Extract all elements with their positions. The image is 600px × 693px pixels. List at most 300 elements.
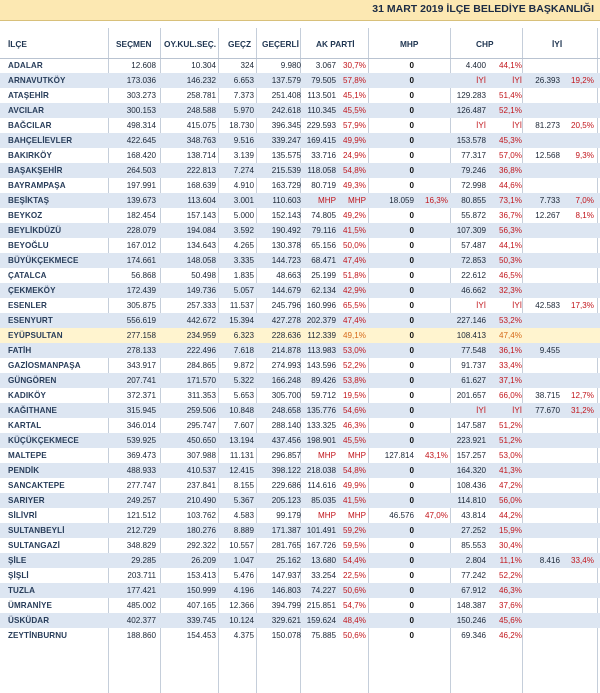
cell-mhp-votes: 0 [409, 361, 414, 370]
cell-ak-pct: 54,8% [343, 466, 366, 475]
cell-gecz: 11.537 [229, 301, 254, 310]
cell-ak-votes: 135.776 [306, 406, 336, 415]
cell-chp-pct: 53,2% [499, 316, 522, 325]
cell-gecerli: 396.345 [271, 121, 301, 130]
cell-chp-pct: 51,4% [499, 91, 522, 100]
cell-oy-kul: 348.763 [186, 136, 216, 145]
cell-gecz: 11.131 [229, 451, 254, 460]
cell-ak-pct: 53,8% [343, 376, 366, 385]
cell-gecerli: 25.162 [276, 556, 301, 565]
cell-ilce: ZEYTİNBURNU [8, 631, 68, 640]
cell-ak-votes: 218.038 [306, 466, 336, 475]
cell-iyi-pct: 7,0% [575, 196, 594, 205]
cell-ak-votes: 65.156 [311, 241, 336, 250]
cell-chp-pct: 66,0% [499, 391, 522, 400]
table-row [0, 418, 600, 433]
cell-chp-votes: 223.921 [456, 436, 486, 445]
cell-mhp-pct: 47,0% [425, 511, 448, 520]
cell-chp-votes: 55.872 [461, 211, 486, 220]
cell-gecerli: 229.686 [271, 481, 301, 490]
cell-chp-votes: 27.252 [461, 526, 486, 535]
cell-secmen: 305.875 [126, 301, 156, 310]
cell-ak-votes: 160.996 [306, 301, 336, 310]
cell-secmen: 422.645 [126, 136, 156, 145]
cell-gecz: 18.730 [229, 121, 254, 130]
cell-chp-votes: 46.662 [461, 286, 486, 295]
cell-ak-votes: 62.134 [311, 286, 336, 295]
cell-chp-votes: 72.853 [461, 256, 486, 265]
cell-ak-pct: 48,4% [343, 616, 366, 625]
cell-ak-votes: 68.471 [311, 256, 336, 265]
table-row [0, 403, 600, 418]
cell-gecerli: 228.636 [271, 331, 301, 340]
cell-secmen: 372.371 [126, 391, 156, 400]
cell-oy-kul: 50.498 [191, 271, 216, 280]
cell-gecz: 5.000 [233, 211, 254, 220]
cell-chp-pct: İYİ [512, 121, 522, 130]
cell-ak-pct: 53,0% [343, 346, 366, 355]
cell-ilce: FATİH [8, 346, 32, 355]
cell-oy-kul: 222.813 [186, 166, 216, 175]
cell-oy-kul: 148.058 [186, 256, 216, 265]
table-row [0, 613, 600, 628]
cell-ilce: TUZLA [8, 586, 36, 595]
cell-chp-pct: İYİ [512, 76, 522, 85]
cell-mhp-votes: 0 [409, 586, 414, 595]
table-row [0, 313, 600, 328]
title-bar [0, 0, 600, 21]
cell-mhp-votes: 0 [409, 76, 414, 85]
cell-chp-pct: İYİ [512, 406, 522, 415]
cell-oy-kul: 415.075 [186, 121, 216, 130]
table-row [0, 343, 600, 358]
cell-gecerli: 329.621 [271, 616, 301, 625]
cell-mhp-votes: 0 [409, 346, 414, 355]
cell-chp-pct: 51,2% [499, 436, 522, 445]
cell-secmen: 303.273 [126, 91, 156, 100]
cell-chp-pct: İYİ [512, 301, 522, 310]
cell-secmen: 539.925 [126, 436, 156, 445]
cell-ak-votes: 114.616 [307, 481, 336, 490]
cell-oy-kul: 194.084 [186, 226, 216, 235]
cell-ilce: BEYLİKDÜZÜ [8, 226, 62, 235]
cell-ak-votes: 202.379 [306, 316, 336, 325]
table-row [0, 133, 600, 148]
cell-iyi-votes: 81.273 [535, 121, 560, 130]
table-row [0, 568, 600, 583]
cell-mhp-votes: 0 [409, 316, 414, 325]
cell-ak-votes: 59.712 [311, 391, 336, 400]
cell-chp-votes: 4.400 [465, 61, 486, 70]
table-row [0, 598, 600, 613]
cell-oy-kul: 407.165 [186, 601, 216, 610]
cell-gecerli: 242.618 [271, 106, 301, 115]
cell-chp-votes: 129.283 [456, 91, 486, 100]
cell-mhp-votes: 0 [409, 391, 414, 400]
cell-secmen: 168.420 [126, 151, 156, 160]
header-iyi: İYİ [552, 39, 563, 49]
cell-chp-pct: 45,3% [499, 136, 522, 145]
cell-iyi-pct: 31,2% [571, 406, 594, 415]
cell-ak-votes: 159.624 [306, 616, 336, 625]
cell-ak-votes: MHP [318, 451, 336, 460]
cell-iyi-votes: 9.455 [539, 346, 560, 355]
cell-mhp-votes: 46.576 [389, 511, 414, 520]
cell-ak-pct: 19,5% [343, 391, 366, 400]
cell-gecz: 3.001 [233, 196, 254, 205]
cell-secmen: 212.729 [126, 526, 156, 535]
cell-chp-votes: İYİ [476, 121, 486, 130]
cell-ak-pct: 46,3% [343, 421, 366, 430]
cell-ak-pct: 49,9% [343, 481, 366, 490]
cell-mhp-votes: 0 [409, 406, 414, 415]
cell-mhp-votes: 0 [409, 526, 414, 535]
cell-ak-votes: 85.035 [311, 496, 336, 505]
cell-ak-votes: 113.501 [307, 91, 336, 100]
cell-ak-votes: 198.901 [306, 436, 336, 445]
cell-ak-votes: 74.227 [311, 586, 336, 595]
cell-ilce: BAŞAKŞEHİR [8, 166, 63, 175]
cell-gecerli: 150.078 [271, 631, 301, 640]
cell-gecz: 13.194 [229, 436, 254, 445]
header-chp: CHP [476, 39, 494, 49]
cell-chp-pct: 32,3% [499, 286, 522, 295]
table-row [0, 553, 600, 568]
cell-chp-votes: 77.317 [461, 151, 486, 160]
cell-gecz: 3.335 [233, 256, 254, 265]
cell-ilce: ADALAR [8, 61, 43, 70]
cell-ak-pct: 30,7% [343, 61, 366, 70]
cell-mhp-votes: 0 [409, 421, 414, 430]
cell-chp-votes: İYİ [476, 76, 486, 85]
cell-ilce: GÜNGÖREN [8, 376, 57, 385]
header-ilce: İLÇE [8, 39, 27, 49]
cell-mhp-votes: 0 [409, 61, 414, 70]
cell-gecerli: 214.878 [271, 346, 301, 355]
cell-secmen: 12.608 [131, 61, 156, 70]
cell-gecz: 1.835 [233, 271, 254, 280]
cell-chp-votes: 67.912 [461, 586, 486, 595]
cell-secmen: 556.619 [126, 316, 156, 325]
cell-chp-pct: 36,8% [499, 166, 522, 175]
cell-mhp-votes: 0 [409, 241, 414, 250]
cell-secmen: 348.829 [126, 541, 156, 550]
cell-ilce: BEŞİKTAŞ [8, 196, 50, 205]
cell-oy-kul: 248.588 [186, 106, 216, 115]
cell-ak-pct: 47,4% [343, 256, 366, 265]
cell-ak-pct: 54,4% [343, 556, 366, 565]
cell-gecerli: 248.658 [271, 406, 301, 415]
cell-gecerli: 296.857 [271, 451, 301, 460]
cell-gecz: 5.057 [233, 286, 254, 295]
cell-ilce: KÜÇÜKÇEKMECE [8, 436, 79, 445]
cell-ak-pct: 49,2% [343, 211, 366, 220]
cell-ak-votes: 101.491 [306, 526, 336, 535]
cell-iyi-votes: 7.733 [539, 196, 560, 205]
cell-gecerli: 427.278 [271, 316, 301, 325]
cell-gecerli: 288.140 [271, 421, 301, 430]
cell-oy-kul: 154.453 [186, 631, 216, 640]
cell-ilce: ÜMRANİYE [8, 601, 52, 610]
cell-secmen: 121.512 [126, 511, 156, 520]
cell-gecz: 7.607 [233, 421, 254, 430]
cell-oy-kul: 237.841 [186, 481, 216, 490]
cell-secmen: 346.014 [126, 421, 156, 430]
cell-iyi-votes: 38.715 [535, 391, 560, 400]
cell-chp-votes: 147.587 [456, 421, 486, 430]
cell-gecerli: 281.765 [271, 541, 301, 550]
cell-oy-kul: 180.276 [186, 526, 216, 535]
cell-gecz: 4.583 [233, 511, 254, 520]
cell-oy-kul: 153.413 [186, 571, 216, 580]
cell-gecerli: 144.723 [271, 256, 301, 265]
cell-gecerli: 137.579 [271, 76, 301, 85]
cell-gecerli: 437.456 [271, 436, 301, 445]
cell-gecerli: 398.122 [271, 466, 301, 475]
header-gecz: GEÇZ [228, 39, 252, 49]
cell-gecerli: 394.799 [271, 601, 301, 610]
cell-mhp-votes: 127.814 [384, 451, 414, 460]
results-table-body [0, 58, 600, 643]
cell-ak-pct: 50,0% [343, 241, 366, 250]
table-row [0, 268, 600, 283]
cell-ak-votes: MHP [318, 511, 336, 520]
cell-gecz: 4.910 [233, 181, 254, 190]
cell-mhp-votes: 0 [409, 136, 414, 145]
cell-iyi-votes: 12.568 [535, 151, 560, 160]
cell-oy-kul: 257.333 [186, 301, 216, 310]
cell-oy-kul: 222.496 [186, 346, 216, 355]
cell-iyi-pct: 19,2% [571, 76, 594, 85]
cell-ak-votes: 33.716 [311, 151, 336, 160]
cell-chp-pct: 52,2% [499, 571, 522, 580]
cell-oy-kul: 339.745 [186, 616, 216, 625]
cell-ak-pct: 57,9% [343, 121, 366, 130]
table-row [0, 298, 600, 313]
cell-ak-votes: 133.325 [306, 421, 336, 430]
cell-gecerli: 245.796 [271, 301, 301, 310]
cell-secmen: 343.917 [126, 361, 156, 370]
cell-chp-votes: İYİ [476, 406, 486, 415]
cell-ak-pct: 45,5% [343, 106, 366, 115]
table-row [0, 58, 600, 73]
cell-secmen: 228.079 [126, 226, 156, 235]
cell-gecz: 12.366 [229, 601, 254, 610]
cell-mhp-votes: 0 [409, 91, 414, 100]
cell-ak-votes: 110.345 [307, 106, 336, 115]
table-row [0, 163, 600, 178]
table-row [0, 193, 600, 208]
cell-ak-votes: 118.058 [307, 166, 336, 175]
cell-chp-pct: 36,7% [499, 211, 522, 220]
cell-ak-pct: 65,5% [343, 301, 366, 310]
cell-secmen: 278.133 [126, 346, 156, 355]
cell-oy-kul: 295.747 [186, 421, 216, 430]
cell-chp-pct: 36,1% [499, 346, 522, 355]
cell-iyi-pct: 9,3% [575, 151, 594, 160]
cell-gecz: 1.047 [233, 556, 254, 565]
cell-mhp-votes: 0 [409, 571, 414, 580]
cell-gecz: 9.872 [233, 361, 254, 370]
cell-ak-votes: 25.199 [311, 271, 336, 280]
header-ak-parti: AK PARTİ [316, 39, 355, 49]
cell-oy-kul: 157.143 [186, 211, 216, 220]
cell-ilce: ŞİŞLİ [8, 571, 29, 580]
cell-gecz: 5.367 [233, 496, 254, 505]
cell-ilce: SİLİVRİ [8, 511, 38, 520]
cell-iyi-votes: 77.670 [535, 406, 560, 415]
cell-mhp-votes: 0 [409, 541, 414, 550]
cell-ilce: SARIYER [8, 496, 45, 505]
cell-ilce: BAĞCILAR [8, 121, 52, 130]
cell-gecerli: 251.408 [271, 91, 301, 100]
cell-oy-kul: 307.988 [186, 451, 216, 460]
cell-gecerli: 152.143 [271, 211, 301, 220]
cell-ilce: ÜSKÜDAR [8, 616, 50, 625]
cell-mhp-votes: 0 [409, 121, 414, 130]
cell-oy-kul: 410.537 [186, 466, 216, 475]
cell-gecz: 10.848 [229, 406, 254, 415]
cell-secmen: 139.673 [126, 196, 156, 205]
cell-gecerli: 190.492 [271, 226, 301, 235]
cell-chp-pct: 53,0% [499, 451, 522, 460]
cell-ak-pct: 49,9% [343, 136, 366, 145]
cell-oy-kul: 138.714 [186, 151, 216, 160]
cell-chp-votes: 2.804 [465, 556, 486, 565]
cell-chp-pct: 44,6% [499, 181, 522, 190]
cell-ak-pct: 49,1% [343, 331, 366, 340]
cell-ilce: ESENYURT [8, 316, 53, 325]
cell-gecz: 4.375 [233, 631, 254, 640]
cell-iyi-votes: 8.416 [539, 556, 560, 565]
cell-secmen: 369.473 [126, 451, 156, 460]
cell-ak-pct: 52,2% [343, 361, 366, 370]
cell-secmen: 167.012 [126, 241, 156, 250]
cell-oy-kul: 10.304 [191, 61, 216, 70]
cell-oy-kul: 103.762 [186, 511, 216, 520]
cell-secmen: 177.421 [126, 586, 156, 595]
cell-chp-pct: 46,5% [499, 271, 522, 280]
cell-iyi-pct: 33,4% [571, 556, 594, 565]
cell-ak-pct: 22,5% [343, 571, 366, 580]
header-mhp: MHP [400, 39, 419, 49]
cell-gecz: 7.274 [233, 166, 254, 175]
cell-secmen: 402.377 [126, 616, 156, 625]
cell-oy-kul: 113.604 [187, 196, 216, 205]
cell-ak-pct: MHP [348, 511, 366, 520]
cell-ak-votes: 79.505 [311, 76, 336, 85]
cell-gecerli: 135.575 [271, 151, 301, 160]
cell-mhp-votes: 0 [409, 631, 414, 640]
cell-secmen: 172.439 [126, 286, 156, 295]
table-row [0, 628, 600, 643]
cell-secmen: 277.747 [126, 481, 156, 490]
cell-chp-votes: 85.553 [461, 541, 486, 550]
table-row [0, 523, 600, 538]
cell-chp-pct: 46,3% [499, 586, 522, 595]
cell-mhp-pct: 43,1% [425, 451, 448, 460]
cell-mhp-votes: 0 [409, 466, 414, 475]
cell-secmen: 264.503 [126, 166, 156, 175]
table-row [0, 463, 600, 478]
cell-mhp-votes: 0 [409, 481, 414, 490]
cell-oy-kul: 259.506 [186, 406, 216, 415]
cell-gecz: 4.196 [233, 586, 254, 595]
cell-oy-kul: 150.999 [186, 586, 216, 595]
cell-ak-votes: 229.593 [306, 121, 336, 130]
cell-mhp-votes: 0 [409, 256, 414, 265]
cell-ilce: AVCILAR [8, 106, 45, 115]
cell-chp-pct: 73,1% [499, 196, 522, 205]
cell-chp-votes: 126.487 [456, 106, 486, 115]
cell-oy-kul: 210.490 [186, 496, 216, 505]
cell-chp-pct: 37,1% [499, 376, 522, 385]
cell-iyi-votes: 26.393 [535, 76, 560, 85]
table-row [0, 448, 600, 463]
cell-gecz: 4.265 [233, 241, 254, 250]
cell-ilce: ESENLER [8, 301, 47, 310]
cell-ilce: SULTANGAZİ [8, 541, 60, 550]
cell-chp-pct: 44,2% [499, 511, 522, 520]
cell-ak-pct: 42,9% [343, 286, 366, 295]
cell-gecz: 5.476 [233, 571, 254, 580]
cell-gecz: 15.394 [229, 316, 254, 325]
cell-oy-kul: 284.865 [186, 361, 216, 370]
cell-secmen: 485.002 [126, 601, 156, 610]
cell-gecz: 3.592 [233, 226, 254, 235]
cell-chp-votes: İYİ [476, 301, 486, 310]
cell-chp-pct: 33,4% [499, 361, 522, 370]
cell-mhp-votes: 0 [409, 616, 414, 625]
cell-gecerli: 110.603 [272, 196, 301, 205]
cell-mhp-votes: 0 [409, 376, 414, 385]
cell-chp-votes: 72.998 [461, 181, 486, 190]
cell-ak-pct: 49,3% [343, 181, 366, 190]
cell-chp-votes: 80.855 [461, 196, 486, 205]
cell-ak-pct: 24,9% [343, 151, 366, 160]
cell-chp-votes: 77.242 [461, 571, 486, 580]
cell-secmen: 300.153 [126, 106, 156, 115]
cell-chp-pct: 15,9% [499, 526, 522, 535]
cell-chp-votes: 57.487 [461, 241, 486, 250]
cell-ak-votes: 167.726 [306, 541, 336, 550]
cell-gecz: 5.970 [233, 106, 254, 115]
cell-mhp-votes: 0 [409, 556, 414, 565]
header-oy-kul: OY.KUL.SEÇ. [164, 39, 217, 49]
cell-secmen: 188.860 [126, 631, 156, 640]
cell-mhp-votes: 0 [409, 436, 414, 445]
cell-secmen: 197.991 [126, 181, 156, 190]
cell-ak-votes: MHP [318, 196, 336, 205]
cell-ak-votes: 215.851 [306, 601, 336, 610]
cell-gecerli: 205.123 [271, 496, 301, 505]
cell-ak-pct: 54,6% [343, 406, 366, 415]
cell-ak-pct: MHP [348, 196, 366, 205]
cell-mhp-votes: 0 [409, 181, 414, 190]
cell-ilce: PENDİK [8, 466, 40, 475]
cell-mhp-votes: 0 [409, 301, 414, 310]
cell-chp-votes: 108.436 [456, 481, 486, 490]
cell-ilce: SULTANBEYLİ [8, 526, 65, 535]
table-row [0, 178, 600, 193]
cell-ak-pct: 51,8% [343, 271, 366, 280]
cell-mhp-votes: 0 [409, 226, 414, 235]
table-row [0, 148, 600, 163]
cell-oy-kul: 450.650 [186, 436, 216, 445]
table-row [0, 223, 600, 238]
cell-gecz: 324 [240, 61, 254, 70]
cell-iyi-votes: 42.583 [535, 301, 560, 310]
